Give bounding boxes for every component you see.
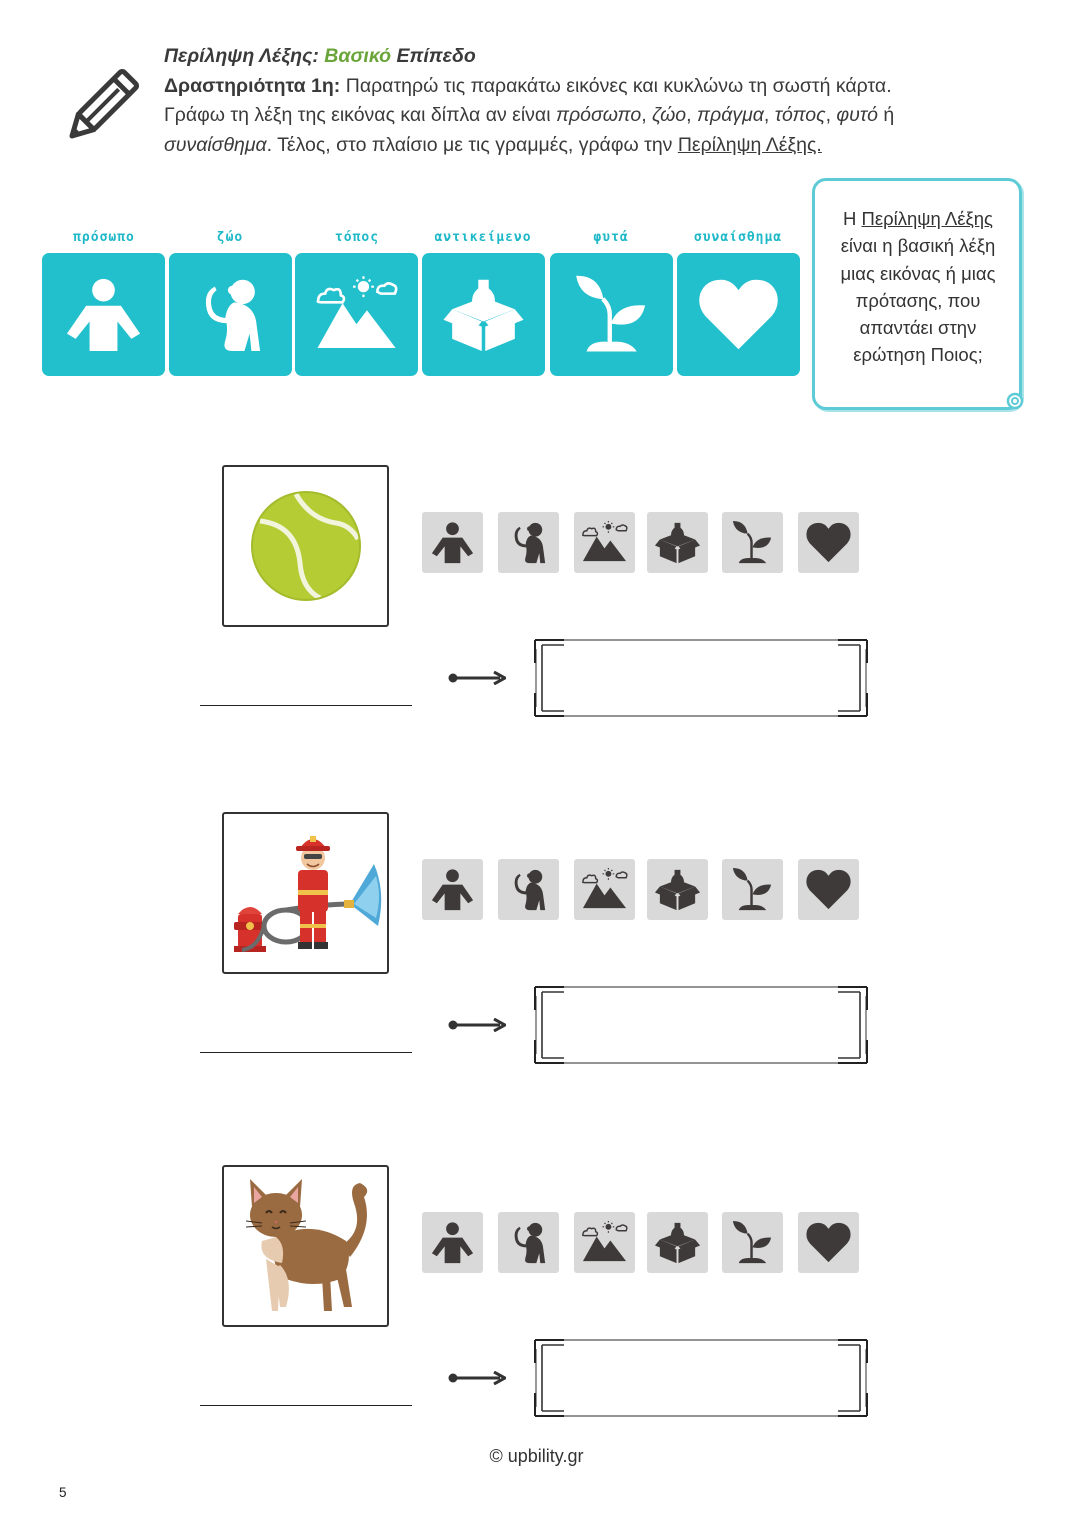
monkey-icon xyxy=(504,518,553,567)
box-icon xyxy=(653,518,702,567)
monkey-icon xyxy=(504,1218,553,1267)
heart-icon xyxy=(695,271,782,358)
category-tile-place xyxy=(295,253,418,376)
person-icon xyxy=(428,865,477,914)
page-number: 5 xyxy=(59,1485,67,1500)
answer-box-3[interactable] xyxy=(534,1339,868,1417)
box-icon xyxy=(653,1218,702,1267)
pencil-icon xyxy=(62,68,140,146)
sprout-icon xyxy=(728,865,777,914)
option-card-person-row-2[interactable] xyxy=(422,859,483,920)
mountains-icon xyxy=(580,1218,629,1267)
monkey-icon xyxy=(504,865,553,914)
word-summary-link: Περίληψη Λέξης. xyxy=(677,133,822,156)
category-label-place: τόπος xyxy=(334,230,380,245)
category-label-person: πρόσωπο xyxy=(73,230,135,245)
definition-text: Η Περίληψη Λέξης είναι η βασική λέξη μιας εικόνας ή μιας πρότασης, που απαντάει στην ερώτηση Ποιος; xyxy=(840,208,996,366)
option-card-mountains-row-1[interactable] xyxy=(574,512,635,573)
option-card-person-row-1[interactable] xyxy=(422,512,483,573)
option-card-sprout-row-2[interactable] xyxy=(722,859,783,920)
option-card-monkey-row-3[interactable] xyxy=(498,1212,559,1273)
option-card-monkey-row-2[interactable] xyxy=(498,859,559,920)
heart-icon xyxy=(804,1218,853,1267)
picture-card-tennis-ball xyxy=(222,465,389,627)
answer-box-1[interactable] xyxy=(534,639,868,717)
sprout-icon xyxy=(728,518,777,567)
mountains-icon xyxy=(313,271,400,358)
write-line-2[interactable] xyxy=(200,1052,412,1053)
option-card-monkey-row-1[interactable] xyxy=(498,512,559,573)
category-tile-plant xyxy=(550,253,673,376)
person-icon xyxy=(428,1218,477,1267)
option-card-heart-row-2[interactable] xyxy=(798,859,859,920)
arrow-icon xyxy=(448,1371,506,1385)
mountains-icon xyxy=(580,518,629,567)
option-card-mountains-row-2[interactable] xyxy=(574,859,635,920)
category-tile-emotion xyxy=(677,253,800,376)
sprout-icon xyxy=(728,1218,777,1267)
tennis-ball-picture xyxy=(224,467,387,625)
scroll-curl-icon xyxy=(1004,390,1026,412)
sprout-icon xyxy=(568,271,655,358)
category-tile-object xyxy=(422,253,545,376)
option-card-heart-row-3[interactable] xyxy=(798,1212,859,1273)
category-label-plant: φυτά xyxy=(593,230,629,245)
option-card-mountains-row-3[interactable] xyxy=(574,1212,635,1273)
definition-box xyxy=(812,178,1022,410)
box-icon xyxy=(440,271,527,358)
option-card-box-row-1[interactable] xyxy=(647,512,708,573)
heart-icon xyxy=(804,518,853,567)
write-line-1[interactable] xyxy=(200,705,412,706)
category-label-animal: ζώο xyxy=(216,230,244,245)
cat-picture xyxy=(224,1167,387,1325)
category-tile-animal xyxy=(169,253,292,376)
box-icon xyxy=(653,865,702,914)
firefighter-picture xyxy=(224,814,387,972)
answer-box-2[interactable] xyxy=(534,986,868,1064)
picture-card-firefighter xyxy=(222,812,389,974)
category-label-emotion: συναίσθημα xyxy=(693,230,783,245)
instructions xyxy=(164,42,1024,160)
level-label: Βασικό xyxy=(324,45,392,67)
monkey-icon xyxy=(187,271,274,358)
page-title: Περίληψη Λέξης: Βασικό Επίπεδο xyxy=(164,45,476,67)
write-line-3[interactable] xyxy=(200,1405,412,1406)
instruction-line-1: Δραστηριότητα 1η: Παρατηρώ τις παρακάτω εικόνες και κυκλώνω τη σωστή κάρτα. xyxy=(164,74,892,97)
arrow-icon xyxy=(448,1018,506,1032)
instruction-line-3: συναίσθημα. Τέλος, στο πλαίσιο με τις γραμμές, γράφω την Περίληψη Λέξης. xyxy=(164,133,822,156)
option-card-box-row-3[interactable] xyxy=(647,1212,708,1273)
option-card-box-row-2[interactable] xyxy=(647,859,708,920)
mountains-icon xyxy=(580,865,629,914)
arrow-icon xyxy=(448,671,506,685)
person-icon xyxy=(60,271,147,358)
heart-icon xyxy=(804,865,853,914)
instruction-line-2: Γράφω τη λέξη της εικόνας και δίπλα αν είναι πρόσωπο, ζώο, πράγμα, τόπος, φυτό ή xyxy=(164,104,895,126)
option-card-sprout-row-3[interactable] xyxy=(722,1212,783,1273)
option-card-person-row-3[interactable] xyxy=(422,1212,483,1273)
option-card-heart-row-1[interactable] xyxy=(798,512,859,573)
option-card-sprout-row-1[interactable] xyxy=(722,512,783,573)
copyright: © upbility.gr xyxy=(489,1446,584,1466)
category-tile-person xyxy=(42,253,165,376)
picture-card-cat xyxy=(222,1165,389,1327)
person-icon xyxy=(428,518,477,567)
category-label-object: αντικείμενο xyxy=(434,230,532,245)
